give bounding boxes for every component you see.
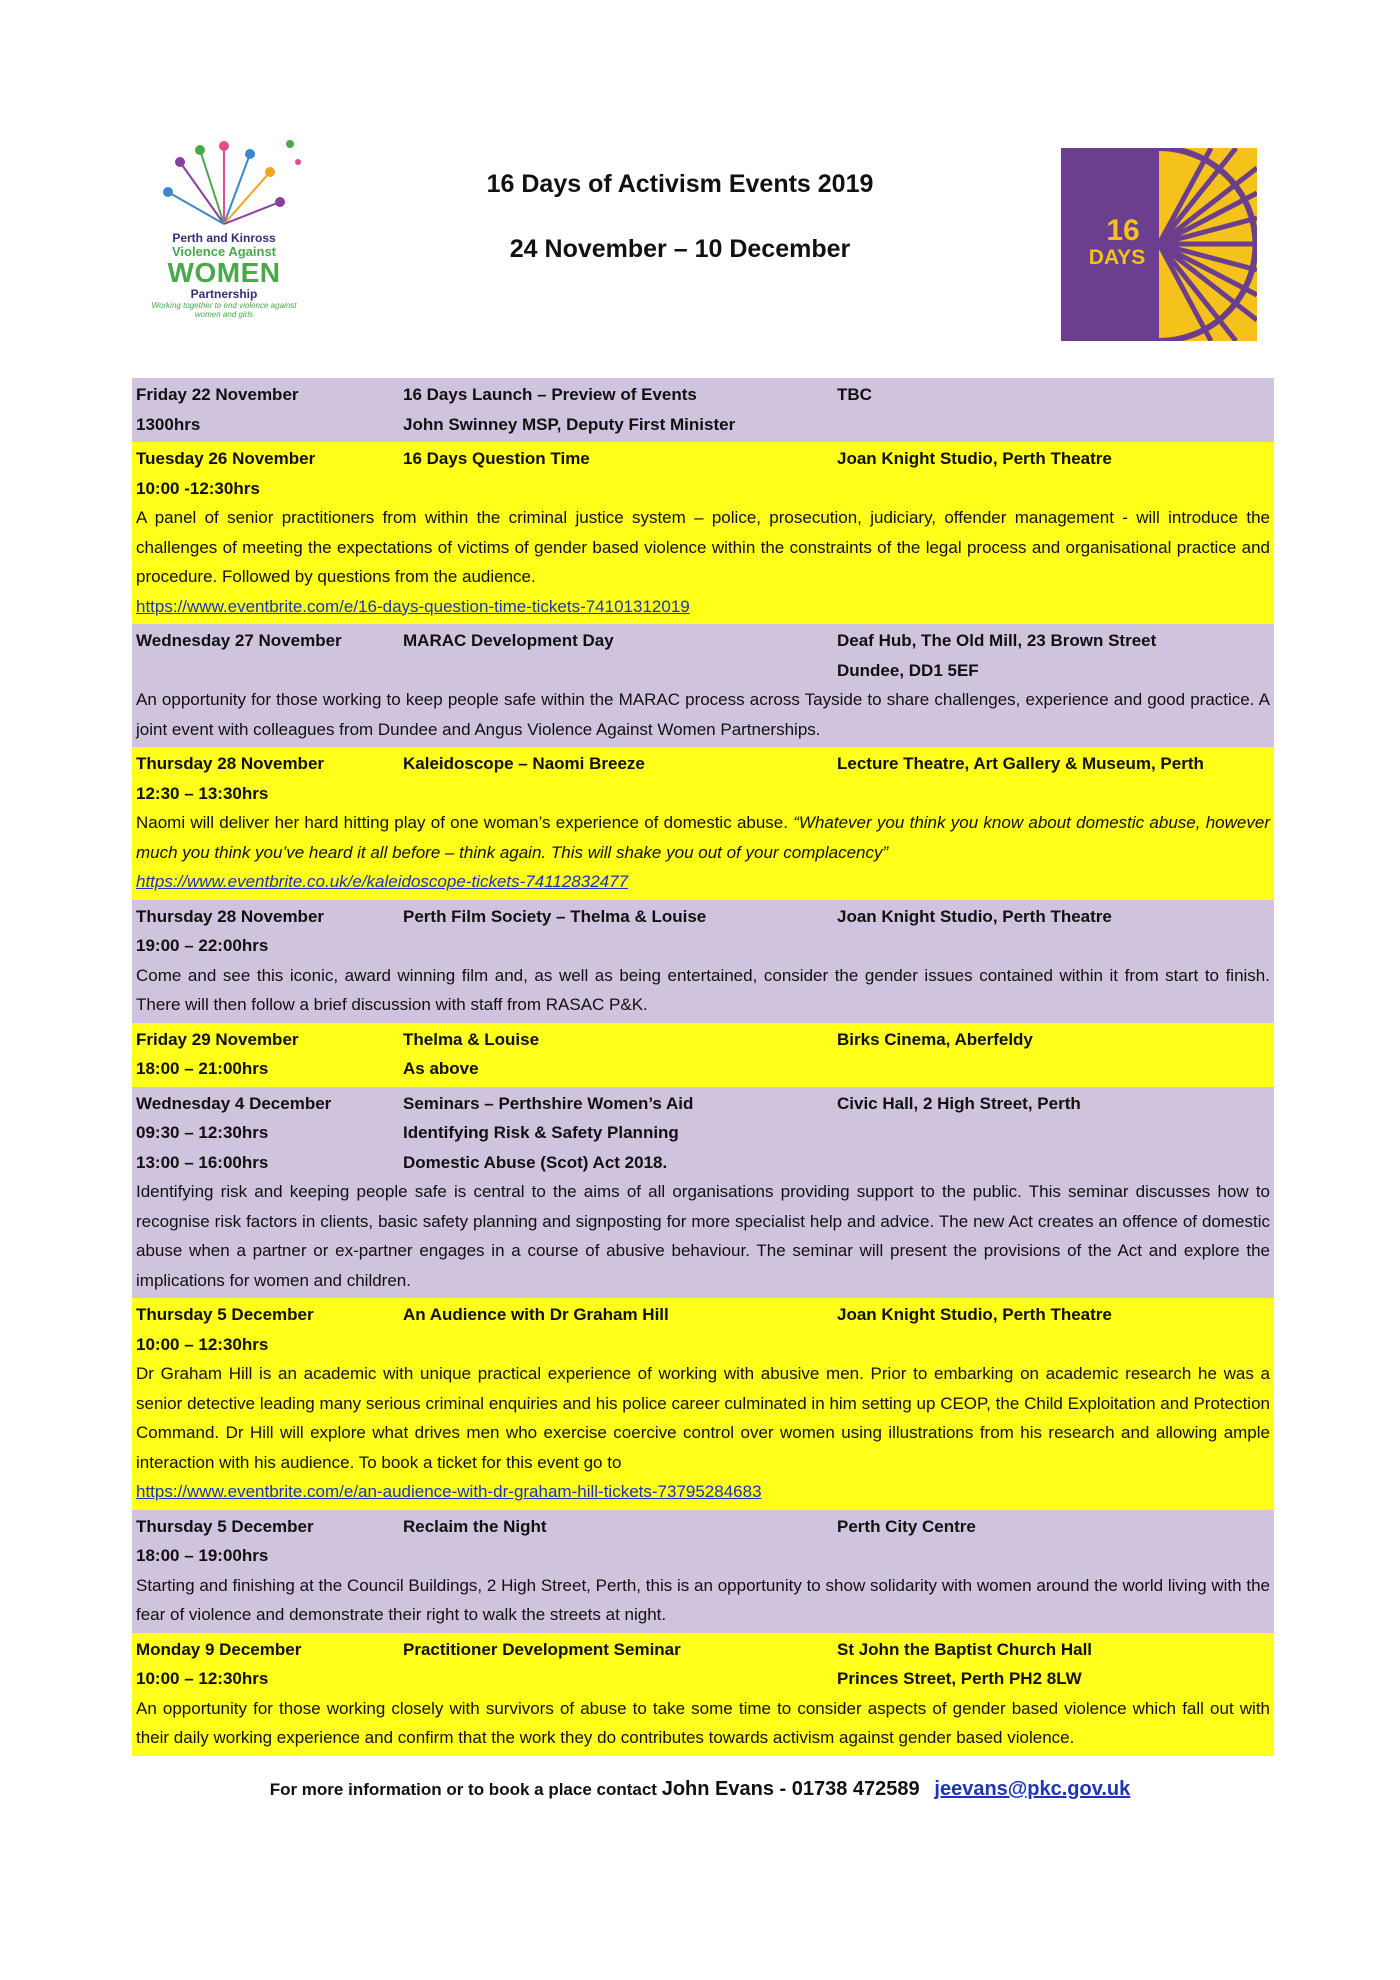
footer-email-link[interactable]: jeevans@pkc.gov.uk — [934, 1778, 1131, 1800]
event-header — [136, 1300, 1270, 1359]
event-venue: Joan Knight Studio, Perth Theatre — [837, 449, 1112, 468]
page-header — [420, 170, 940, 264]
event-description — [136, 1571, 1270, 1630]
event-day: Friday 29 November — [136, 1029, 299, 1049]
event-title: Perth Film Society – Thelma & Louise — [403, 906, 707, 926]
event-time: 10:00 – 12:30hrs — [136, 1334, 269, 1354]
event-header — [136, 1089, 1270, 1178]
event-time — [136, 656, 403, 686]
page-subtitle: 24 November – 10 December — [509, 235, 851, 263]
event-header — [136, 1512, 1270, 1571]
event-title: MARAC Development Day — [403, 631, 614, 650]
event-row — [132, 1298, 1274, 1510]
logo-line-1: Perth and Kinross — [172, 231, 276, 245]
event-header — [136, 1025, 1270, 1084]
event-venue: Perth City Centre — [837, 1516, 976, 1536]
event-row — [132, 624, 1274, 747]
events-table — [132, 378, 1274, 1756]
event-title: Kaleidoscope – Naomi Breeze — [403, 754, 645, 773]
event-title: An Audience with Dr Graham Hill — [403, 1305, 669, 1324]
event-description — [136, 1359, 1270, 1507]
event-day: Tuesday 26 November — [136, 449, 316, 468]
event-venue: Deaf Hub, The Old Mill, 23 Brown Street — [837, 631, 1157, 650]
event-description-text: Naomi will deliver her hard hitting play of one woman’s experience of domestic abuse. — [136, 813, 788, 832]
event-ticket-link[interactable]: https://www.eventbrite.com/e/an-audience-with-dr-graham-hill-tickets-73795284683 — [136, 1482, 762, 1501]
event-row — [132, 378, 1274, 442]
event-time: 1300hrs — [136, 414, 201, 434]
event-time-2: 13:00 – 16:00hrs — [136, 1152, 269, 1172]
event-header — [136, 380, 1270, 439]
sunburst-icon — [1061, 148, 1257, 341]
contact-footer — [0, 1778, 1400, 1801]
event-row — [132, 747, 1274, 900]
event-day: Monday 9 December — [136, 1639, 302, 1659]
event-time: 09:30 – 12:30hrs — [136, 1123, 269, 1142]
event-description — [136, 685, 1270, 744]
event-description-text: A panel of senior practitioners from within the criminal justice system – police, prosecution, judiciary, offender management - will introduce the challenges of meeting the expectations of victims of gender based violence within the constraints of the legal process and organisational practice and procedure. Followed by questions from the audience. — [136, 508, 1270, 586]
event-description-text: An opportunity for those working to keep people safe within the MARAC process across Tayside to share challenges, experience and good practice. A joint event with colleagues from Dundee and Angus Violence Against Women Partnerships. — [136, 690, 1270, 739]
event-title: 16 Days Launch – Preview of Events — [403, 385, 697, 404]
vaw-partnership-logo — [140, 132, 308, 338]
event-time: 10:00 – 12:30hrs — [136, 1669, 269, 1688]
event-description — [136, 961, 1270, 1020]
event-header — [136, 444, 1270, 503]
event-description — [136, 503, 1270, 621]
event-subtitle: John Swinney MSP, Deputy First Minister — [403, 414, 736, 434]
event-time: 19:00 – 22:00hrs — [136, 936, 269, 955]
logo-line-3: WOMEN — [167, 257, 281, 289]
event-day: Wednesday 4 December — [136, 1093, 332, 1113]
event-row — [132, 1510, 1274, 1633]
event-ticket-link[interactable]: https://www.eventbrite.co.uk/e/kaleidoscope-tickets-74112832477 — [136, 872, 629, 891]
event-time: 10:00 -12:30hrs — [136, 478, 260, 498]
event-row — [132, 1023, 1274, 1087]
page-title: 16 Days of Activism Events 2019 — [486, 170, 874, 198]
event-description — [136, 808, 1270, 897]
event-subtitle: As above — [403, 1059, 479, 1078]
event-venue-2: Princes Street, Perth PH2 8LW — [837, 1669, 1082, 1688]
logo-days-text: DAYS — [1088, 246, 1146, 269]
event-time: 18:00 – 19:00hrs — [136, 1546, 269, 1565]
event-day: Thursday 5 December — [136, 1305, 314, 1324]
event-day: Wednesday 27 November — [136, 631, 342, 650]
logo-tagline: Working together to end violence against women and girls — [151, 301, 297, 319]
event-header — [136, 749, 1270, 808]
event-day: Friday 22 November — [136, 385, 299, 404]
event-header — [136, 902, 1270, 961]
event-venue: Joan Knight Studio, Perth Theatre — [837, 906, 1112, 926]
event-day: Thursday 28 November — [136, 906, 325, 926]
event-venue: Birks Cinema, Aberfeldy — [837, 1029, 1033, 1049]
16-days-logo — [1061, 148, 1257, 341]
event-venue: Joan Knight Studio, Perth Theatre — [837, 1305, 1112, 1324]
event-title: Seminars – Perthshire Women’s Aid — [403, 1093, 694, 1113]
event-title: 16 Days Question Time — [403, 449, 590, 468]
event-title: Thelma & Louise — [403, 1029, 540, 1049]
event-description — [136, 1694, 1270, 1753]
logo-16-text: 16 — [1106, 214, 1140, 247]
event-title: Practitioner Development Seminar — [403, 1639, 681, 1659]
event-venue-2 — [837, 410, 1270, 440]
logo-line-2: Violence Against — [171, 243, 277, 259]
event-header — [136, 1635, 1270, 1694]
event-time: 18:00 – 21:00hrs — [136, 1059, 269, 1078]
event-header — [136, 626, 1270, 685]
event-title: Reclaim the Night — [403, 1516, 547, 1536]
event-description-text: Starting and finishing at the Council Buildings, 2 High Street, Perth, this is an opportunity to show solidarity with women around the world living with the fear of violence and demonstrate their right to walk the streets at night. — [136, 1575, 1270, 1624]
event-day: Thursday 28 November — [136, 754, 325, 773]
event-day: Thursday 5 December — [136, 1516, 314, 1536]
event-quote: “Whatever you think you know about domestic abuse, however much you think you’ve heard it all before – think again. This will shake you out of your complacency” — [136, 813, 1270, 862]
event-description-text: An opportunity for those working closely with survivors of abuse to take some time to consider aspects of gender based violence which fall out with their daily working experience and confirm that the work they do contributes towards activism against gender based violence. — [136, 1698, 1270, 1747]
vaw-logo-text — [140, 232, 308, 319]
footer-text: For more information or to book a place contact — [269, 1780, 657, 1799]
event-description-text: Dr Graham Hill is an academic with unique practical experience of working with abusive men. Prior to embarking on academic research he was a senior detective leading many serious criminal enquiries and his police career culminated in him setting up CEOP, the Child Exploitation and Protection Command. Dr Hill will explore what drives men who exercise coercive control over women using illustrations from his research and allowing ample interaction with his audience. To book a ticket for this event go to — [136, 1364, 1270, 1472]
event-subtitle: Identifying Risk & Safety Planning — [403, 1123, 679, 1142]
event-description-text: Come and see this iconic, award winning film and, as well as being entertained, consider the gender issues contained within it from start to finish. There will then follow a brief discussion with staff from RASAC P&K. — [136, 965, 1270, 1014]
event-row — [132, 442, 1274, 624]
event-venue-2: Dundee, DD1 5EF — [837, 660, 979, 680]
event-ticket-link[interactable]: https://www.eventbrite.com/e/16-days-question-time-tickets-74101312019 — [136, 596, 690, 616]
logo-line-4: Partnership — [190, 286, 258, 301]
event-venue: TBC — [837, 385, 872, 404]
event-subtitle-2: Domestic Abuse (Scot) Act 2018. — [403, 1152, 668, 1172]
footer-contact: John Evans - 01738 472589 — [661, 1778, 920, 1800]
event-time: 12:30 – 13:30hrs — [136, 783, 269, 803]
event-venue: Lecture Theatre, Art Gallery & Museum, Perth — [837, 754, 1204, 773]
event-description-text: Identifying risk and keeping people safe is central to the aims of all organisations providing support to the public. This seminar discusses how to recognise risk factors in clients, basic safety planning and signposting for more specialist help and advice. The new Act creates an offence of domestic abuse when a partner or ex-partner engages in a course of abusive behaviour. The seminar will present the provisions of the Act and explore the implications for women and children. — [136, 1182, 1270, 1290]
event-venue: St John the Baptist Church Hall — [837, 1639, 1093, 1659]
event-venue: Civic Hall, 2 High Street, Perth — [837, 1093, 1081, 1113]
event-row — [132, 1087, 1274, 1299]
dandelion-icon — [140, 132, 308, 232]
event-description — [136, 1177, 1270, 1295]
event-row — [132, 1633, 1274, 1756]
event-row — [132, 900, 1274, 1023]
